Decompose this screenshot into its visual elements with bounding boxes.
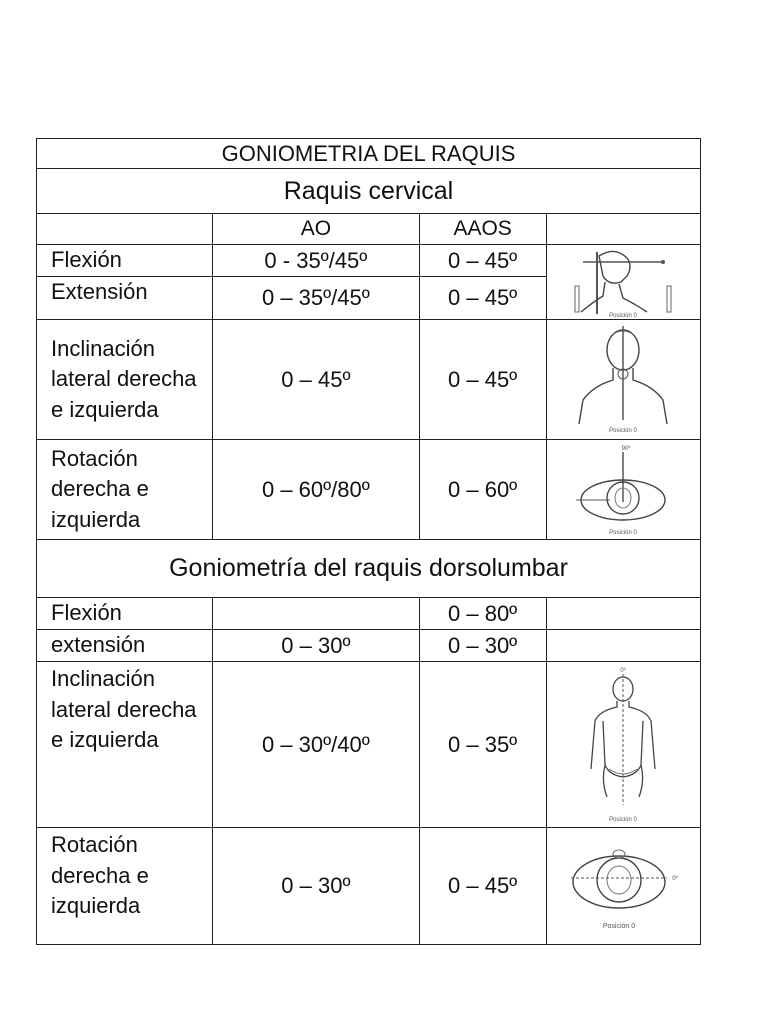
empty-image-cell xyxy=(546,598,700,630)
lumbar-rotation-figure xyxy=(546,828,700,945)
row-label: Rotación derecha e izquierda xyxy=(37,828,213,945)
figure-caption: 0º xyxy=(672,876,679,882)
cervical-inclination-figure xyxy=(546,320,700,440)
lumbar-rotation-illustration xyxy=(563,836,683,936)
table-row xyxy=(37,662,701,828)
header-empty xyxy=(37,214,213,245)
figure-caption: Posición 0 xyxy=(609,313,638,318)
cervical-flexion-figure xyxy=(546,245,700,320)
lumbar-inclination-illustration xyxy=(573,665,673,825)
aaos-value: 0 – 45º xyxy=(419,320,546,440)
aaos-value: 0 – 45º xyxy=(419,245,546,277)
section-heading-cervical: Raquis cervical xyxy=(37,169,701,214)
table-row xyxy=(37,320,701,440)
aaos-value: 0 – 45º xyxy=(419,277,546,320)
figure-caption: 90º xyxy=(621,445,631,452)
lumbar-inclination-figure xyxy=(546,662,700,828)
aaos-value: 0 – 45º xyxy=(419,828,546,945)
figure-caption: Posición 0 xyxy=(609,816,638,823)
row-label: extensión xyxy=(37,630,213,662)
section-heading-dorsolumbar: Goniometría del raquis dorsolumbar xyxy=(37,540,701,598)
aaos-value: 0 – 60º xyxy=(419,440,546,540)
figure-caption: Posición 0 xyxy=(609,529,638,536)
column-header-aaos: AAOS xyxy=(419,214,546,245)
table-row xyxy=(37,630,701,662)
column-header-ao: AO xyxy=(213,214,419,245)
row-label: Rotación derecha e izquierda xyxy=(37,440,213,540)
goniometry-table xyxy=(36,138,701,945)
cervical-inclination-illustration xyxy=(573,324,673,436)
ao-value: 0 – 30º xyxy=(213,828,419,945)
aaos-value: 0 – 30º xyxy=(419,630,546,662)
table-row xyxy=(37,598,701,630)
empty-image-cell xyxy=(546,630,700,662)
cervical-rotation-figure xyxy=(546,440,700,540)
table-row xyxy=(37,440,701,540)
aaos-value: 0 – 80º xyxy=(419,598,546,630)
header-image-column xyxy=(546,214,700,245)
table-row xyxy=(37,828,701,945)
figure-caption: Posición 0 xyxy=(603,923,636,930)
figure-caption: 0º xyxy=(620,667,627,674)
figure-caption: Posición 0 xyxy=(609,427,638,434)
table-title: GONIOMETRIA DEL RAQUIS xyxy=(37,139,701,169)
ao-value: 0 – 35º/45º xyxy=(213,277,419,320)
ao-value: 0 – 60º/80º xyxy=(213,440,419,540)
aaos-value: 0 – 35º xyxy=(419,662,546,828)
ao-value xyxy=(213,598,419,630)
cervical-rotation-illustration xyxy=(568,442,678,538)
ao-value: 0 – 30º xyxy=(213,630,419,662)
ao-value: 0 – 30º/40º xyxy=(213,662,419,828)
row-label: Inclinación lateral derecha e izquierda xyxy=(37,320,213,440)
row-label: Flexión xyxy=(37,245,213,277)
row-label: Extensión xyxy=(37,277,213,320)
ao-value: 0 – 45º xyxy=(213,320,419,440)
row-label: Flexión xyxy=(37,598,213,630)
ao-value: 0 - 35º/45º xyxy=(213,245,419,277)
cervical-flexion-illustration xyxy=(563,246,683,318)
table-row xyxy=(37,245,701,277)
row-label: Inclinación lateral derecha e izquierda xyxy=(37,662,213,828)
